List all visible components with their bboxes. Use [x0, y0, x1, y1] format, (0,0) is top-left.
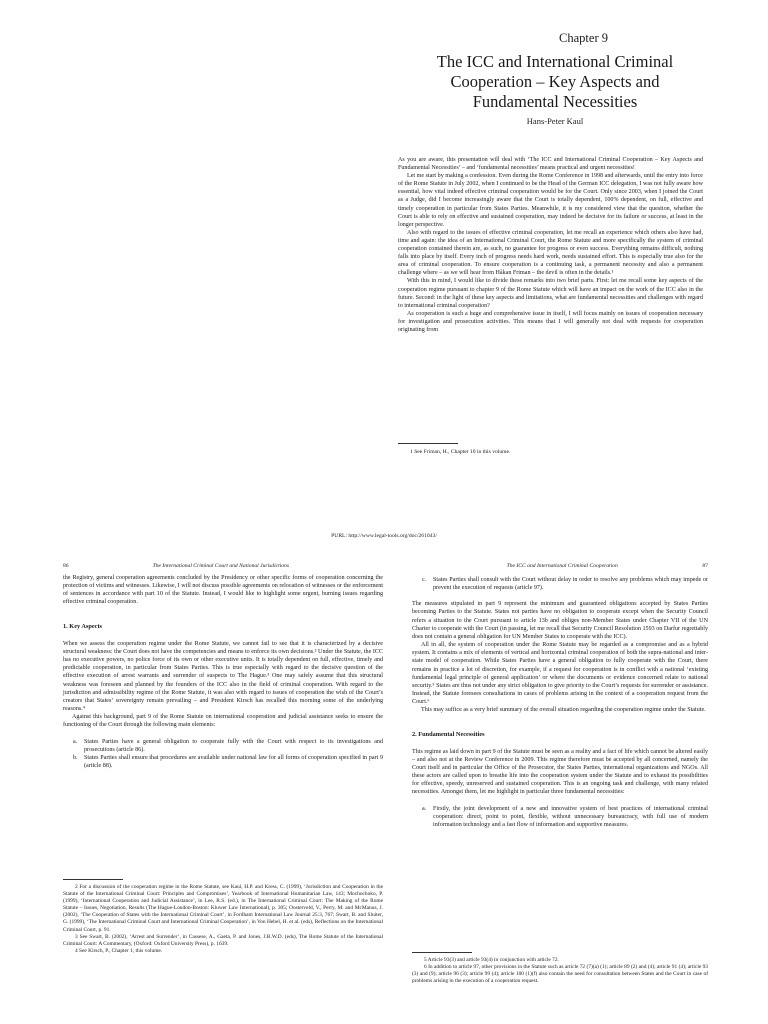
chapter-title-line: The ICC and International Criminal — [436, 52, 674, 71]
chapter-label: Chapter 9 — [559, 31, 608, 45]
paragraph: This may suffice as a very brief summary of the overall situation regarding the cooperation regime under the Statute. — [421, 707, 706, 714]
footnote: 5 Article 93(3) and article 93(4) in conjunction with article 72. — [424, 957, 559, 963]
list-item-text: States Parties shall ensure that procedures are available under national law for all forms of cooperation specified in part 9 (article 88). — [84, 754, 383, 769]
paragraph: Against this background, part 9 of the Rome Statute on international cooperation and judicial assistance seeks to ensure the functioning of the Court through the following main elements: — [63, 714, 383, 729]
chapter-title — [395, 52, 715, 112]
footnote: 2 For a discussion of the cooperation regime in the Rome Statute, see Kaul, H.P. and Kress, C. (1999), ‘Jurisdiction and Cooperation in the Statute of the International Criminal Court: Principles and Compromises’, Yearbook of International Humanitarian Law, 143; Mochochoko, P. (1999), ‘International Cooperation and Judicial Assistance’, in Lee, R.S. (ed.), in The International Criminal Court: The Making of the Rome Statute – Issues, Negotiation, Results (The Hague-London-Boston: Kluwer Law International), p. 305; Oosterveld, V., Perry, M. and McManus, J. (2002), ‘The Cooperation of States with the International Criminal Court’, in Fordham International Law Journal 25:3, 767; Swart, B. and Sluiter, G. (1999), ‘The International Criminal Court and International Criminal Cooperation’, in Von Hebel, H. et al. (eds), Reflections on the International Criminal Court, p. 91. — [63, 884, 383, 933]
paragraph: Also with regard to the issues of effective criminal cooperation, let me recall an experience which others also have had, time and again: the idea of an International Criminal Court, the Rome Statute and more specifically the system of criminal cooperation contained therein are, as such, no guarantee for progress or even success. Everything remains difficult, nothing falls into place by itself. Every inch of progress needs hard work, needs sustained effort. This is especially true also for the area of criminal cooperation. To ensure cooperation is a continuing task, a permanent necessity and also a permanent challenge where – as we will hear from Håkan Friman – the devil is often in the details.¹ — [398, 229, 703, 277]
page-number: 87 — [702, 563, 708, 569]
footnotes-left — [63, 879, 383, 955]
section-heading: 1. Key Aspects — [63, 622, 103, 630]
list-item-text: States Parties shall consult with the Court without delay in order to resolve any problems which may impede or prevent the execution of requests (article 97). — [433, 577, 708, 592]
obligations-list-continued — [412, 576, 708, 592]
running-head-left — [63, 563, 383, 569]
paragraph: Let me start by making a confession. Even during the Rome Conference in 1998 and afterwards, until the entry into force of the Rome Statute in July 2002, when I continued to be the Head of the German ICC delegation, I was not fully aware how essential, how vital indeed effective criminal cooperation would be for the Court. Only since 2003, when I joined the Court as a Judge, did I become increasingly aware that the Court is totally dependent, 100% dependent, on full, effective and timely cooperation in particular from States Parties. Meanwhile, it is my considered view that the question, whether the Court is able to rely on effective and sustained cooperation, may indeed be decisive for its failure or success, at least in the longer perspective. — [398, 173, 703, 228]
necessities-list — [412, 805, 708, 829]
left-page-body — [63, 574, 383, 778]
list-item-text: Firstly, the joint development of a new and innovative system of best practices of international criminal cooperation: direct, point to point, flexible, without unnecessary bureaucracy, with full use of modern information technology and a fast flow of information and supportive measures. — [433, 805, 708, 828]
page-number: 86 — [63, 563, 69, 569]
obligations-list — [63, 738, 383, 771]
list-item — [422, 576, 708, 592]
list-marker: c. — [422, 577, 427, 583]
chapter-intro-text — [398, 156, 703, 334]
running-head-title: The ICC and International Criminal Cooperation — [506, 563, 618, 569]
running-head-right — [412, 563, 708, 569]
list-item — [73, 754, 383, 770]
chapter-title-line: Fundamental Necessities — [472, 92, 638, 111]
footnote-divider — [63, 879, 123, 880]
paragraph: When we assess the cooperation regime under the Rome Statute, we cannot fail to see that it is characterized by a decisive structural weakness: the Court does not have the competencies and means to enforce its own decisions.² Under the Statute, the ICC has no executive powers, no police force of its own or other executive units. It is totally dependent on full, effective, timely and predictable cooperation, in particular from States Parties. This is true especially with regard to the decisive question of the effective execution of arrest warrants and surrender of suspects to The Hague.³ One may safely assume that this structural weakness was foreseen and planned by the founders of the ICC also in the field of criminal cooperation. With regard to the jurisdiction and admissibility regime of the Rome Statute, it was also with regard to issues of cooperation the wish of the Court’s creators that States’ sovereignty remain prevailing – and President Kirsch has recalled this morning some of the underlying reasons.⁴ — [63, 640, 383, 713]
paragraph: The measures stipulated in part 9 represent the minimum and guaranteed obligations accepted by States Parties becoming Parties to the Statute. States not parties have no obligation to cooperate except when the Security Council refers a situation to the Court pursuant to article 13b and obliges non-Member States under Chapter VII of the UN Charter to cooperate with the Court (in passing, let me recall that Security Council Resolution 1593 on Darfur regrettably does not contain a general obligation for UN Member States to cooperate with the ICC). — [412, 601, 708, 640]
list-marker: b. — [73, 754, 78, 761]
footnote: 3 See Swart, B. (2002), ‘Arrest and Surrender’, in Cassese, A., Gaeta, P. and Jones, J.R.W.D. (eds), The Rome Statute of the International Criminal Court: A Commentary, (Oxford: Oxford University Press), p. 1639. — [63, 933, 383, 947]
list-item — [73, 738, 383, 754]
right-page-body — [412, 574, 708, 837]
section-heading: 2. Fundamental Necessities — [412, 730, 485, 738]
author-name: Hans-Peter Kaul — [526, 116, 584, 126]
paragraph: As you are aware, this presentation will deal with ‘The ICC and International Criminal Cooperation – Key Aspects and Fundamental Necessities’ – and ‘fundamental necessities’ means practical and urgent necessities! — [398, 157, 703, 172]
paragraph: This regime as laid down in part 9 of the Statute must be seen as a reality and a fact of life which cannot be altered easily – and also not at the Review Conference in 2009. This regime therefore must be accepted by all concerned, namely the Court itself and in particular the Office of the Prosecutor, the States Parties, international organizations and NGOs. All these actors are called upon to breathe life into the cooperation system under the Statute and to exhaust its possibilities for effective, speedy, unreserved and sustained cooperation. This is an ongoing task and challenge, with many related necessities. Amongst them, let me highlight in particular three fundamental necessities: — [412, 748, 708, 796]
footnote: 4 See Kirsch, P., Chapter 1, this volume. — [75, 947, 163, 954]
paragraph: As cooperation is such a huge and comprehensive issue in itself, I will focus mainly on issues of cooperation necessary for investigation and prosecution activities. This means that I will generally not deal with requests for cooperation originating from — [398, 310, 703, 333]
paragraph: the Registry, general cooperation agreements concluded by the Presidency or other specific forms of cooperation concerning the protection of victims and witnesses. Likewise, I will not discuss possible agreements on relocation of witnesses or the enforcement of sentences in accordance with part 10 of the Statute. Instead, I would like to highlight some urgent, burning issues regarding effective criminal cooperation. — [63, 575, 383, 606]
footnote-divider — [398, 443, 458, 444]
paragraph: All in all, the system of cooperation under the Rome Statute may be regarded as a compromise and as a hybrid system. It contains a mix of elements of vertical and horizontal criminal cooperation of both the supra-national and inter-state model of cooperation. While States Parties have a general obligation to fully cooperate with the Court, there remains in practice a lot of discretion, for example, if a request for cooperation is in conflict with a national ‘existing fundamental legal principle of general application’ or where the documents or evidence concerned relate to national security.⁵ States are thus not under any strict obligation to give priority to the Court’s requests for surrender or assistance. Instead, the Statute foresees consultations in cases of problems arising in the context of a cooperation request from the Court.⁶ — [412, 642, 708, 706]
footnote: 6 In addition to article 97, other provisions in the Statute such as article 72 (7)(a) (1); article 89 (2) and (4); article 91 (4); article 93 (3) and (9); article 96 (3); article 99 (4); article 100 (1)(f) also contain the need for consultation between States and the Court in case of problems arising in the execution of a cooperation request. — [412, 964, 708, 985]
footnotes-right — [412, 952, 708, 985]
chapter-title-line: Cooperation – Key Aspects and — [450, 72, 660, 91]
list-item — [422, 805, 708, 829]
running-head-title: The International Criminal Court and National Jurisdictions — [152, 563, 290, 569]
footnote-divider — [412, 952, 472, 953]
purl-link[interactable]: PURL: http://www.legal-tools.org/doc/261043/ — [331, 533, 437, 539]
list-item-text: States Parties have a general obligation to cooperate fully with the Court with respect to its investigations and prosecutions (article 86). — [84, 738, 383, 753]
paragraph: With this in mind, I would like to divide these remarks into two brief parts. First: let me recall some key aspects of the cooperation regime pursuant to chapter 9 of the Rome Statute which will have an impact on the work of the ICC also in the future. Second: in the light of these key aspects and limitations, what are fundamental necessities and challenges with regard to international criminal cooperation? — [398, 278, 703, 309]
list-marker: a. — [422, 805, 427, 812]
footnote: 1 See Friman, H., Chapter 10 in this volume. — [410, 449, 511, 455]
list-marker: a. — [73, 738, 78, 745]
